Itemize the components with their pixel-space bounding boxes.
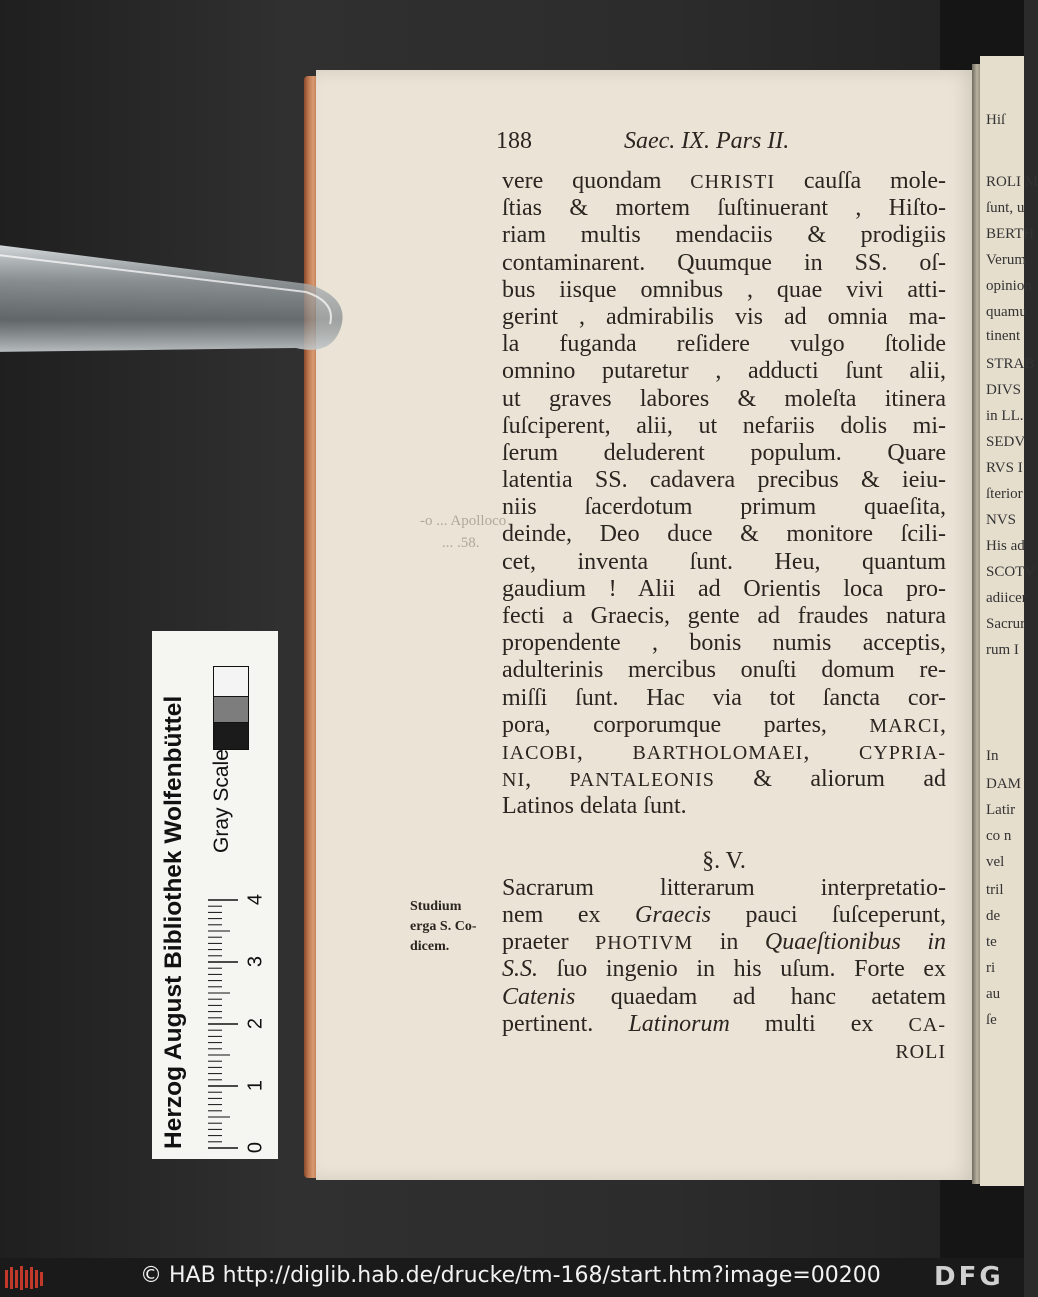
glass-page-clip	[0, 240, 352, 358]
text-run: NI	[502, 769, 526, 792]
body-text	[502, 168, 946, 1065]
text-line	[502, 848, 946, 875]
text-line	[502, 250, 946, 277]
text-line	[502, 413, 946, 440]
text-run: CYPRIA-	[859, 741, 947, 764]
text-run: praeter	[502, 929, 596, 956]
text-line	[502, 222, 946, 249]
text-line	[502, 331, 946, 358]
facing-page-text: SEDV	[986, 434, 1026, 450]
facing-page-text: tril	[986, 882, 1004, 898]
facing-page-text: NVS	[986, 512, 1017, 528]
bleed-through-text	[420, 510, 506, 554]
text-run: Latinos delata ſunt.	[502, 793, 687, 820]
hab-logo-icon	[4, 1264, 44, 1292]
marginal-note	[410, 897, 505, 957]
text-line	[502, 1011, 946, 1038]
text-run: & aliorum ad	[714, 766, 947, 793]
text-run: miſſi ſunt. Hac via tot ſancta cor-	[502, 684, 946, 711]
text-run: ,	[803, 738, 859, 765]
facing-page-text: rum I	[986, 642, 1019, 658]
text-line	[502, 984, 946, 1011]
text-line	[502, 440, 946, 467]
text-run: multi ex	[729, 1010, 909, 1037]
text-line	[502, 277, 946, 304]
text-run: §. V.	[702, 847, 746, 874]
facing-page-text: ROLI M	[986, 174, 1038, 190]
text-line	[502, 603, 946, 630]
text-run: CA-	[908, 1013, 946, 1036]
facing-page-text: te	[986, 934, 997, 950]
text-run: latentia SS. cadavera precibus & ieiu-	[502, 467, 946, 494]
text-run: ſtias & mortem ſuſtinuerant , Hiſto-	[502, 195, 946, 222]
text-line	[502, 195, 946, 222]
facing-page-text: Verum	[986, 252, 1026, 268]
facing-page-text: ſterior	[986, 486, 1023, 502]
text-line	[502, 386, 946, 413]
facing-page-text: DIVS	[986, 382, 1022, 398]
text-run: Quaeſtionibus in	[764, 929, 947, 956]
dfg-logo: DFG	[934, 1262, 1004, 1292]
text-run: vere quondam	[502, 168, 691, 194]
text-run: ,	[940, 711, 946, 738]
facing-page-text: BERTH	[986, 226, 1035, 242]
text-run: ut graves labores & moleſta itinera	[502, 385, 946, 412]
marginal-note-line: Studium	[410, 899, 462, 914]
ruler-number: 0	[244, 1141, 267, 1154]
text-run: propendente , bonis numis acceptis,	[502, 630, 946, 657]
color-target-card	[152, 631, 278, 1159]
ruler-number: 3	[244, 955, 267, 968]
facing-page-text: vel	[986, 854, 1005, 870]
ruler-number: 2	[244, 1017, 267, 1030]
text-line	[502, 739, 946, 766]
facing-page-text: DAM	[986, 776, 1022, 792]
facing-page-text: Latir	[986, 802, 1016, 818]
text-run: nem ex	[502, 902, 636, 929]
bleed-through-line: -o ... Apolloco	[420, 513, 507, 529]
facing-page-text: de	[986, 908, 1001, 924]
text-line	[502, 304, 946, 331]
facing-page-text: RVS I	[986, 460, 1023, 476]
ruler-number: 1	[244, 1079, 267, 1092]
text-line	[502, 1038, 946, 1065]
facing-page-fragment	[980, 56, 1038, 1186]
ruler-number: 4	[244, 893, 267, 906]
bleed-through-line: ... .58.	[442, 535, 480, 551]
facing-page-text: In	[986, 748, 999, 764]
text-line	[502, 494, 946, 521]
text-line	[502, 168, 946, 195]
text-run: quaedam ad hanc aetatem	[575, 983, 946, 1010]
text-run: fecti a Graecis, gente ad fraudes natura	[502, 603, 946, 629]
text-line	[502, 630, 946, 657]
text-line	[502, 576, 946, 603]
text-run: niis ſacerdotum primum quaeſita,	[502, 494, 946, 521]
facing-page-text: ri	[986, 960, 996, 976]
text-line	[502, 793, 946, 820]
text-line	[502, 929, 946, 956]
text-run: Graecis	[635, 902, 712, 929]
page-number: 188	[496, 128, 532, 154]
text-run: omnino putaretur , adducti ſunt alii,	[502, 358, 946, 385]
text-line	[502, 902, 946, 929]
facing-page-text: adiicer	[986, 590, 1027, 606]
facing-page-text: tinent	[986, 328, 1021, 344]
text-line	[502, 657, 946, 684]
text-line	[502, 821, 946, 848]
text-run: ſerum deluderent populum. Quare	[502, 439, 946, 466]
facing-page-text: au	[986, 986, 1001, 1002]
text-run: deinde, Deo duce & monitore ſcili-	[502, 521, 946, 548]
facing-page-text: SCOTV	[986, 564, 1036, 580]
institution-name: Herzog August Bibliothek Wolfenbüttel	[160, 695, 187, 1149]
copyright-url: © HAB http://diglib.hab.de/drucke/tm-168/start.htm?image=00200	[140, 1263, 881, 1288]
text-run: PANTALEONIS	[569, 769, 715, 792]
facing-page-text: opinion	[986, 278, 1032, 294]
text-run: ROLI	[895, 1041, 946, 1063]
text-run: riam multis mendaciis & prodigiis	[502, 222, 946, 249]
text-run: MARCI	[869, 714, 940, 737]
text-run: Latinorum	[628, 1010, 730, 1037]
text-line	[502, 712, 946, 739]
text-run: CHRISTI	[690, 171, 776, 193]
text-run: pertinent.	[502, 1010, 629, 1037]
facing-page-text: quamu	[986, 304, 1027, 320]
text-run: contaminarent. Quumque in SS. oſ-	[502, 249, 946, 276]
text-line	[502, 956, 946, 983]
facing-page-text: STRAB	[986, 356, 1035, 372]
text-line	[502, 358, 946, 385]
text-run: IACOBI	[502, 741, 577, 764]
text-run: in	[693, 929, 765, 956]
text-run: cauſſa mole-	[775, 168, 946, 194]
text-run: S.S.	[502, 956, 538, 983]
marginal-note-line: erga S. Co-	[410, 919, 477, 934]
text-run: Sacrarum litterarum interpretatio-	[502, 874, 946, 901]
text-line	[502, 685, 946, 712]
text-run: gaudium ! Alii ad Orientis loca pro-	[502, 575, 946, 602]
text-run: pauci ſuſceperunt,	[711, 902, 946, 929]
facing-page-text: ſe	[986, 1012, 997, 1028]
text-line	[502, 467, 946, 494]
text-run: ,	[576, 738, 633, 765]
text-line	[502, 521, 946, 548]
facing-page-text: ſunt, u	[986, 200, 1025, 216]
facing-page-text: His ad	[986, 538, 1025, 554]
facing-page-text: Sacrur	[986, 616, 1026, 632]
text-run: bus iisque omnibus , quae vivi atti-	[502, 276, 946, 303]
text-line	[502, 549, 946, 576]
text-run: adulterinis mercibus onuſti domum re-	[502, 657, 946, 684]
facing-page-text: Hiſ	[986, 112, 1006, 128]
text-run: ſuo ingenio in his uſum. Forte ex	[538, 956, 946, 983]
text-run: Catenis	[502, 983, 576, 1010]
text-run: ſuſciperent, alii, ut nefariis dolis mi-	[502, 412, 946, 439]
gray-scale-label: Gray Scale	[210, 749, 233, 853]
text-run: cet, inventa ſunt. Heu, quantum	[502, 548, 946, 575]
footer-bar	[0, 1258, 1024, 1297]
text-run: BARTHOLOMAEI	[632, 741, 804, 764]
running-head: Saec. IX. Pars II.	[624, 128, 790, 154]
text-run: gerint , admirabilis vis ad omnia ma-	[502, 303, 946, 330]
facing-page-text: in LL.	[986, 408, 1024, 424]
text-run: ,	[525, 766, 570, 793]
text-line	[502, 875, 946, 902]
facing-page-text: co n	[986, 828, 1012, 844]
marginal-note-line: dicem.	[410, 939, 450, 954]
text-run: la fuganda reſidere vulgo ſtolide	[502, 331, 946, 358]
text-run: pora, corporumque partes,	[502, 711, 870, 738]
text-line	[502, 766, 946, 793]
text-run: PHOTIVM	[595, 932, 694, 955]
